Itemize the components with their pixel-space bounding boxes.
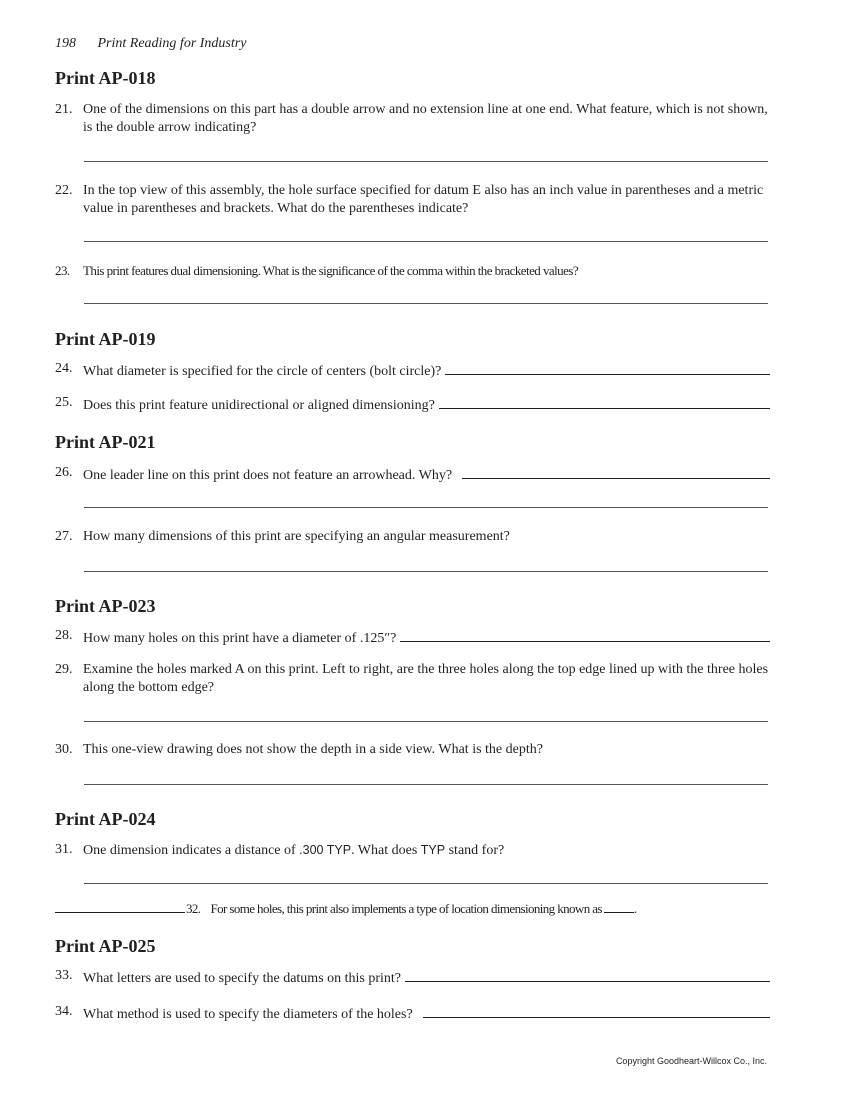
question-31 [55, 841, 770, 860]
answer-blank-34[interactable] [423, 1003, 770, 1018]
abbreviation-callout: TYP [420, 843, 446, 857]
section-title-ap-021: Print AP-021 [55, 432, 156, 452]
answer-blank-28[interactable] [400, 627, 770, 642]
answer-line-22[interactable] [84, 241, 768, 242]
answer-line-23[interactable] [84, 303, 768, 304]
answer-line-27[interactable] [84, 571, 768, 572]
dimension-callout: .300 TYP [299, 843, 352, 857]
question-text [83, 841, 770, 860]
question-32 [55, 898, 770, 918]
question-24 [55, 360, 770, 381]
answer-line-21[interactable] [84, 161, 768, 162]
question-number: 30. [55, 742, 73, 757]
answer-line-31[interactable] [84, 883, 768, 884]
question-text: This print features dual dimensioning. What is the significance of the comma within the bracketed values? [83, 263, 579, 278]
question-number: 28. [55, 628, 73, 643]
page-number: 198 [55, 36, 76, 51]
question-text: One leader line on this print does not feature an arrowhead. Why? [83, 468, 453, 483]
question-text-part: stand for? [445, 843, 505, 858]
question-number: 29. [55, 662, 73, 677]
question-text: How many dimensions of this print are specifying an angular measurement? [83, 529, 510, 544]
copyright-notice: Copyright Goodheart-Willcox Co., Inc. [615, 1056, 767, 1066]
question-22 [55, 182, 770, 218]
question-text: In the top view of this assembly, the hole surface specified for datum E also has an inch value in parentheses and a metric value in parentheses and brackets. What do the parentheses indicate? [83, 183, 764, 216]
answer-line-30[interactable] [84, 784, 768, 785]
question-number: 27. [55, 529, 73, 544]
question-text: One of the dimensions on this part has a double arrow and no extension line at one end. What feature, which is not shown, is the double arrow indicating? [83, 102, 768, 135]
question-28 [55, 627, 770, 648]
question-text-part: One dimension indicates a distance of [83, 843, 300, 858]
question-29 [55, 661, 770, 697]
inline-blank-32[interactable] [604, 898, 634, 913]
running-head [55, 36, 246, 52]
question-text: What diameter is specified for the circle of centers (bolt circle)? [83, 364, 442, 379]
question-number: 21. [55, 102, 73, 117]
answer-line-26[interactable] [84, 507, 768, 508]
question-text: Examine the holes marked A on this print. Left to right, are the three holes along the top edge lined up with the three holes along the bottom edge? [83, 662, 769, 695]
question-27 [55, 528, 770, 546]
section-title-ap-019: Print AP-019 [55, 329, 156, 349]
book-title: Print Reading for Industry [97, 36, 247, 51]
answer-blank-24[interactable] [445, 360, 770, 375]
question-number: 22. [55, 183, 73, 198]
question-text-part: . What does [351, 843, 421, 858]
question-21 [55, 101, 770, 137]
question-number: 25. [55, 395, 73, 410]
question-number: 31. [55, 842, 73, 857]
question-26 [55, 464, 770, 485]
question-end-punctuation: . [633, 901, 637, 916]
answer-blank-33[interactable] [405, 967, 770, 982]
question-25 [55, 394, 770, 415]
answer-blank-25[interactable] [439, 394, 770, 409]
question-text: Does this print feature unidirectional or aligned dimensioning? [83, 398, 435, 413]
question-text: This one-view drawing does not show the depth in a side view. What is the depth? [83, 742, 543, 757]
question-text: What letters are used to specify the datums on this print? [83, 971, 402, 986]
answer-blank-32[interactable] [55, 898, 185, 913]
answer-line-29[interactable] [84, 721, 768, 722]
question-30 [55, 741, 770, 759]
question-number: 26. [55, 465, 73, 480]
question-text: What method is used to specify the diameters of the holes? [83, 1007, 413, 1022]
section-title-ap-025: Print AP-025 [55, 936, 156, 956]
section-title-ap-023: Print AP-023 [55, 596, 156, 616]
section-title-ap-024: Print AP-024 [55, 809, 156, 829]
question-number: 34. [55, 1004, 73, 1019]
question-text: For some holes, this print also implements a type of location dimensioning known as [210, 901, 602, 916]
question-34 [55, 1003, 770, 1024]
question-number: 32. [186, 901, 201, 916]
section-title-ap-018: Print AP-018 [55, 68, 156, 88]
question-number: 33. [55, 968, 73, 983]
question-number: 23. [55, 263, 70, 278]
answer-blank-26[interactable] [462, 464, 770, 479]
question-23 [55, 262, 770, 280]
question-33 [55, 967, 770, 988]
question-text: How many holes on this print have a diameter of .125″? [83, 631, 397, 646]
question-number: 24. [55, 361, 73, 376]
